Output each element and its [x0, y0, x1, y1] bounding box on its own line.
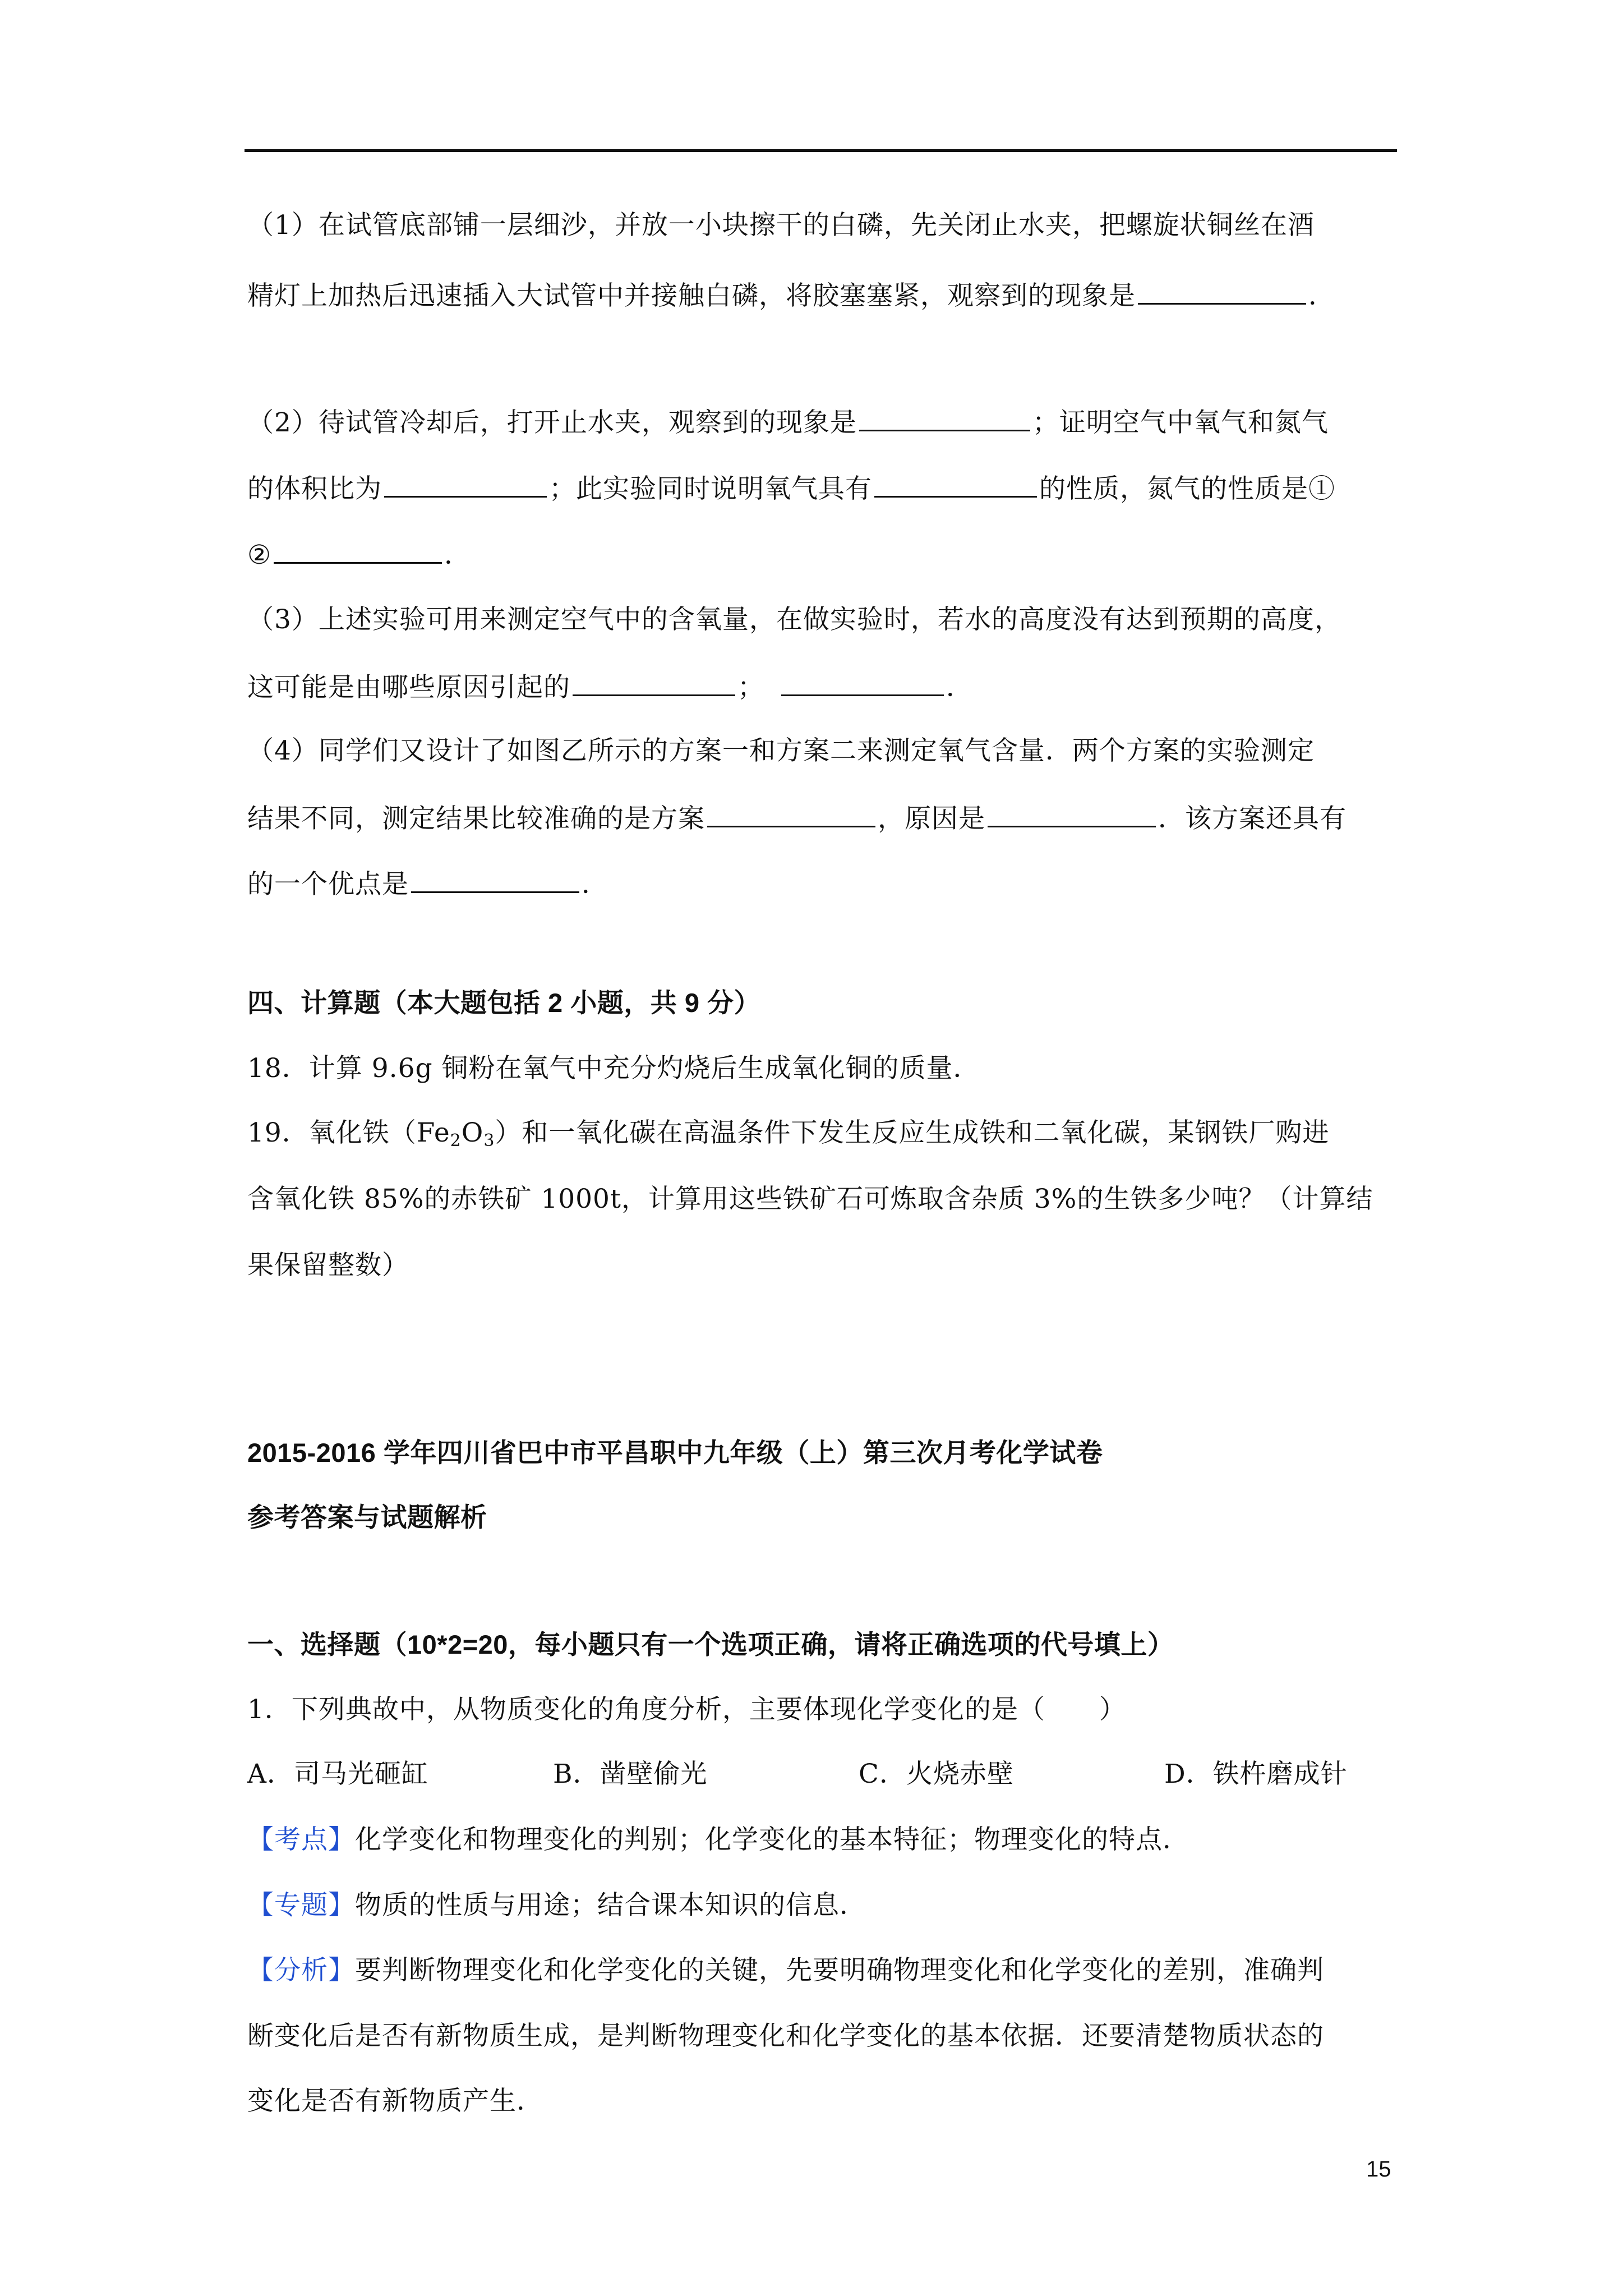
option-c: C．火烧赤壁 — [859, 1759, 1014, 1789]
answer-blank[interactable] — [707, 800, 875, 827]
text: 的性质，氮气的性质是① — [1039, 473, 1335, 504]
text: ； — [737, 672, 764, 703]
q17-part4-line2 — [247, 800, 1347, 836]
text: 果保留整数） — [247, 1250, 409, 1281]
answer-blank[interactable] — [573, 669, 735, 696]
text: （4）同学们又设计了如图乙所示的方案一和方案二来测定氧气含量．两个方案的实验测定 — [247, 735, 1315, 766]
question-1-options — [247, 1757, 1348, 1791]
kaodian-line — [247, 1823, 1189, 1857]
paper-title — [247, 1436, 1103, 1470]
answer-blank[interactable] — [411, 866, 579, 893]
text: ② — [247, 540, 272, 570]
text: 断变化后是否有新物质生成，是判断物理变化和化学变化的基本依据．还要清楚物质状态的 — [247, 2021, 1324, 2051]
option-b: B．凿壁偷光 — [553, 1759, 708, 1789]
q17-part3-line1 — [247, 603, 1341, 637]
answer-blank[interactable] — [274, 536, 442, 564]
answer-blank[interactable] — [874, 470, 1037, 498]
question-19-line2 — [247, 1182, 1373, 1216]
text: 变化是否有新物质产生． — [247, 2086, 543, 2116]
text: 18．计算 9.6g 铜粉在氧气中充分灼烧后生成氧化铜的质量． — [247, 1053, 980, 1084]
answer-blank[interactable] — [781, 669, 944, 696]
header-rule — [245, 149, 1397, 152]
text: ，原因是 — [878, 803, 985, 834]
q17-part2-line2 — [247, 470, 1335, 506]
answer-blank[interactable] — [384, 470, 547, 498]
question-18 — [247, 1052, 980, 1085]
answer-title — [247, 1501, 487, 1534]
text: 的一个优点是 — [247, 869, 409, 900]
text: 这可能是由哪些原因引起的 — [247, 672, 570, 703]
q17-part4-line1 — [247, 734, 1315, 768]
text: 参考答案与试题解析 — [247, 1502, 487, 1532]
text: ；证明空气中氧气和氮气 — [1032, 407, 1329, 438]
text: ． — [582, 869, 608, 900]
text: ． — [1308, 280, 1335, 311]
section-1-title — [247, 1628, 1174, 1662]
q17-part1-line2 — [247, 277, 1335, 313]
text: （2）待试管冷却后，打开止水夹，观察到的现象是 — [247, 407, 857, 438]
text: 一、选择题（10*2=20，每小题只有一个选项正确，请将正确选项的代号填上） — [247, 1630, 1174, 1659]
q17-part2-line1 — [247, 404, 1329, 440]
q17-part2-line3 — [247, 536, 471, 572]
text: 的体积比为 — [247, 473, 382, 504]
kaodian-tag: 【考点】 — [247, 1824, 355, 1855]
text: 化学变化和物理变化的判别；化学变化的基本特征；物理变化的特点． — [355, 1824, 1189, 1855]
question-19-line3 — [247, 1249, 409, 1282]
text: 2015-2016 学年四川省巴中市平昌职中九年级（上）第三次月考化学试卷 — [247, 1438, 1103, 1467]
text: （1）在试管底部铺一层细沙，并放一小块擦干的白磷，先关闭止水夹，把螺旋状铜丝在酒 — [247, 210, 1315, 241]
fenxi-tag: 【分析】 — [247, 1955, 355, 1986]
section-4-title — [247, 986, 760, 1020]
text: 19．氧化铁（Fe — [247, 1117, 450, 1148]
text: ． — [444, 540, 472, 570]
text: 精灯上加热后迅速插入大试管中并接触白磷，将胶塞塞紧，观察到的现象是 — [247, 280, 1136, 311]
option-a: A．司马光砸缸 — [247, 1759, 428, 1789]
answer-blank[interactable] — [859, 404, 1030, 431]
text: ． — [946, 672, 973, 703]
zhuanti-line — [247, 1889, 866, 1922]
text: （3）上述实验可用来测定空气中的含氧量，在做实验时，若水的高度没有达到预期的高度， — [247, 604, 1341, 635]
fenxi-line2 — [247, 2019, 1324, 2053]
subscript: 2 — [450, 1131, 462, 1151]
page-number: 15 — [1366, 2157, 1391, 2182]
question-19-line1 — [247, 1116, 1329, 1158]
text: 四、计算题（本大题包括 2 小题，共 9 分） — [247, 988, 761, 1018]
text: 结果不同，测定结果比较准确的是方案 — [247, 803, 705, 834]
subscript: 3 — [483, 1131, 495, 1151]
option-d: D．铁杵磨成针 — [1164, 1759, 1348, 1789]
text: ）和一氧化碳在高温条件下发生反应生成铁和二氧化碳，某钢铁厂购进 — [495, 1117, 1330, 1148]
fenxi-line1 — [247, 1954, 1324, 1987]
text: 要判断物理变化和化学变化的关键，先要明确物理变化和化学变化的差别，准确判 — [355, 1955, 1324, 1986]
question-1 — [247, 1693, 1126, 1727]
zhuanti-tag: 【专题】 — [247, 1890, 355, 1921]
answer-blank[interactable] — [988, 800, 1156, 827]
text: 1．下列典故中，从物质变化的角度分析，主要体现化学变化的是（ ） — [247, 1694, 1126, 1725]
text: ；此实验同时说明氧气具有 — [549, 473, 872, 504]
q17-part1-line1 — [247, 209, 1315, 242]
fenxi-line3 — [247, 2085, 543, 2118]
text: 含氧化铁 85%的赤铁矿 1000t，计算用这些铁矿石可炼取含杂质 3%的生铁多少吨？（计算结 — [247, 1184, 1373, 1214]
q17-part4-line3 — [247, 866, 608, 901]
text: O — [461, 1117, 484, 1148]
text: ．该方案还具有 — [1158, 803, 1347, 834]
answer-blank[interactable] — [1138, 277, 1306, 305]
text: 物质的性质与用途；结合课本知识的信息． — [355, 1890, 866, 1921]
q17-part3-line2 — [247, 669, 973, 705]
